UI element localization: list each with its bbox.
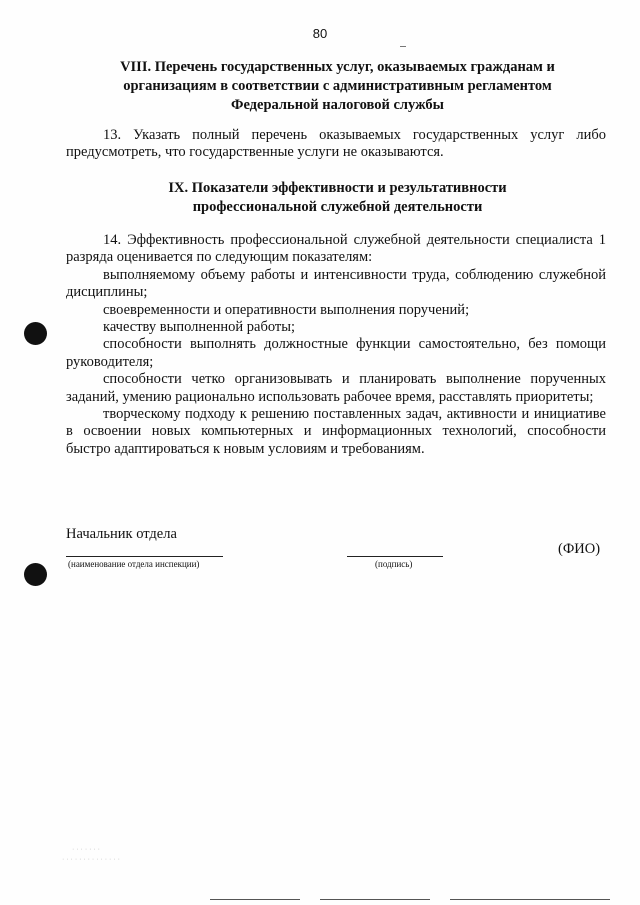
section-9-heading-line: профессиональной служебной деятельности [192, 199, 483, 215]
section-8-heading-line: VIII. Перечень государственных услуг, оказываемых гражданам и [120, 59, 555, 75]
indicator-item: выполняемому объему работы и интенсивности труда, соблюдению служебной дисциплины; [66, 266, 606, 301]
section-8-heading-line: организациям в соответствии с административным регламентом [123, 78, 552, 94]
scan-mark [400, 46, 406, 47]
department-signature-line [66, 556, 223, 557]
fio-label: (ФИО) [558, 541, 601, 557]
paragraph-14: 14. Эффективность профессиональной служебной деятельности специалиста 1 разряда оценивается по следующим показателям: [66, 232, 606, 266]
signature-caption: (подпись) [375, 559, 413, 569]
indicator-item: способности четко организовывать и планировать выполнение порученных заданий, умению рационально использовать рабочее время, расставлять приоритеты; [66, 371, 606, 405]
section-9-heading-line: IX. Показатели эффективности и результативности [168, 180, 507, 196]
section-8-heading-line: Федеральной налоговой службы [230, 97, 444, 113]
punch-hole [24, 322, 47, 345]
indicator-item: своевременности и оперативности выполнения поручений; [103, 301, 470, 318]
signature-line [347, 556, 443, 557]
section-8-body [66, 127, 606, 162]
indicator-item: творческому подходу к решению поставленных задач, активности и инициативе в освоении новых компьютерных и информационных технологий, способности быстро адаптироваться к новым условиям и требованиям. [66, 406, 606, 457]
section-9-body [66, 232, 606, 458]
faint-scan-mark: · · · · · · · [72, 846, 100, 853]
indicator-item: способности выполнять должностные функции самостоятельно, без помощи руководителя; [66, 336, 606, 370]
signature-title: Начальник отдела [66, 526, 177, 542]
department-caption: (наименование отдела инспекции) [68, 559, 200, 569]
paragraph-13: 13. Указать полный перечень оказываемых государственных услуг либо предусмотреть, что государственные услуги не оказываются. [66, 127, 606, 161]
section-8-heading [70, 58, 605, 115]
punch-hole [24, 563, 47, 586]
page-bottom-edge [0, 896, 640, 905]
faint-scan-mark: · · · · · · · · · · · · · · [62, 856, 120, 863]
indicator-item: качеству выполненной работы; [103, 319, 295, 336]
page-number: 80 [312, 26, 328, 41]
section-9-heading [70, 179, 605, 217]
